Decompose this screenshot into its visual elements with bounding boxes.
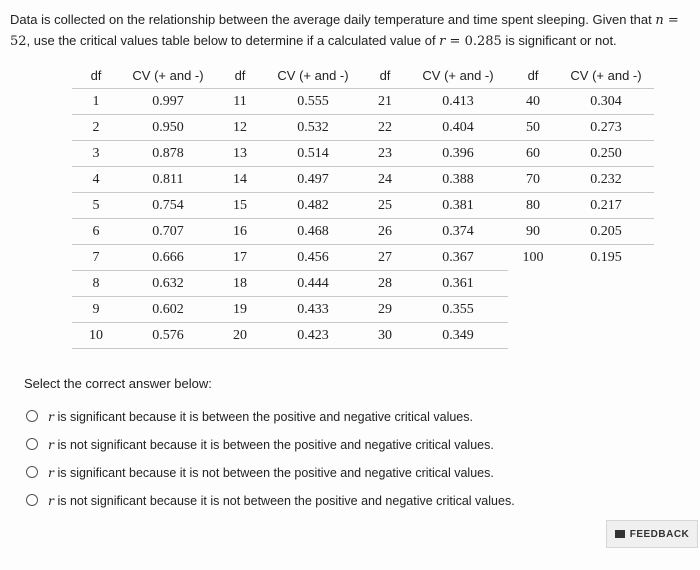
radio-button[interactable] — [26, 494, 38, 506]
cv-cell: 0.273 — [558, 115, 654, 141]
option-variable: r — [48, 408, 54, 424]
feedback-button[interactable] — [606, 520, 698, 548]
radio-button[interactable] — [26, 438, 38, 450]
df-cell: 19 — [216, 297, 264, 323]
header-cv: CV (+ and -) — [277, 67, 349, 83]
df-cell: 50 — [508, 115, 558, 141]
answer-options — [26, 402, 515, 514]
table-row — [72, 245, 654, 271]
cv-cell: 0.997 — [120, 89, 216, 115]
df-cell: 14 — [216, 167, 264, 193]
df-cell: 100 — [508, 245, 558, 271]
table-row — [72, 297, 654, 323]
answer-option-2[interactable] — [26, 430, 515, 458]
cv-cell — [558, 271, 654, 297]
header-df: df — [379, 67, 391, 83]
cv-cell: 0.396 — [408, 141, 508, 167]
df-cell: 25 — [362, 193, 408, 219]
df-cell: 60 — [508, 141, 558, 167]
header-cv: CV (+ and -) — [132, 67, 204, 83]
cv-cell: 0.381 — [408, 193, 508, 219]
cv-cell: 0.532 — [264, 115, 362, 141]
question-text-middle: , use the critical values table below to determine if a calculated value of — [26, 33, 440, 48]
cv-cell: 0.632 — [120, 271, 216, 297]
option-label: is not significant because it is between the positive and negative critical values. — [53, 437, 494, 452]
question-text-before: Data is collected on the relationship between the average daily temperature and time spent sleeping. Given that — [10, 12, 656, 27]
cv-cell: 0.468 — [264, 219, 362, 245]
df-cell — [508, 297, 558, 323]
df-cell: 1 — [72, 89, 120, 115]
cv-cell: 0.497 — [264, 167, 362, 193]
cv-cell: 0.374 — [408, 219, 508, 245]
table-header-row — [72, 62, 654, 89]
cv-cell: 0.195 — [558, 245, 654, 271]
option-label: is not significant because it is not between the positive and negative critical values. — [53, 493, 515, 508]
cv-cell: 0.555 — [264, 89, 362, 115]
option-label: is significant because it is between the positive and negative critical values. — [53, 409, 473, 424]
df-cell: 8 — [72, 271, 120, 297]
table-row — [72, 167, 654, 193]
answer-option-1[interactable] — [26, 402, 515, 430]
cv-cell: 0.404 — [408, 115, 508, 141]
cv-cell: 0.811 — [120, 167, 216, 193]
df-cell — [508, 271, 558, 297]
option-variable: r — [48, 492, 54, 508]
table-row — [72, 219, 654, 245]
option-variable: r — [48, 436, 54, 452]
df-cell: 29 — [362, 297, 408, 323]
cv-cell: 0.304 — [558, 89, 654, 115]
option-variable: r — [48, 464, 54, 480]
cv-cell: 0.349 — [408, 323, 508, 349]
radio-button[interactable] — [26, 410, 38, 422]
df-cell — [508, 323, 558, 349]
cv-cell: 0.423 — [264, 323, 362, 349]
cv-cell: 0.878 — [120, 141, 216, 167]
cv-cell: 0.754 — [120, 193, 216, 219]
df-cell: 26 — [362, 219, 408, 245]
cv-cell: 0.950 — [120, 115, 216, 141]
df-cell: 6 — [72, 219, 120, 245]
cv-cell: 0.361 — [408, 271, 508, 297]
df-cell: 24 — [362, 167, 408, 193]
df-cell: 13 — [216, 141, 264, 167]
df-cell: 70 — [508, 167, 558, 193]
df-cell: 18 — [216, 271, 264, 297]
df-cell: 23 — [362, 141, 408, 167]
table-row — [72, 323, 654, 349]
cv-cell: 0.413 — [408, 89, 508, 115]
table-body — [72, 89, 654, 349]
cv-cell: 0.388 — [408, 167, 508, 193]
cv-cell: 0.205 — [558, 219, 654, 245]
header-cv: CV (+ and -) — [422, 67, 494, 83]
df-cell: 12 — [216, 115, 264, 141]
df-cell: 10 — [72, 323, 120, 349]
critical-values-table — [72, 62, 654, 349]
cv-cell: 0.217 — [558, 193, 654, 219]
df-cell: 90 — [508, 219, 558, 245]
df-cell: 20 — [216, 323, 264, 349]
df-cell: 3 — [72, 141, 120, 167]
table-row — [72, 141, 654, 167]
answer-option-4[interactable] — [26, 486, 515, 514]
cv-cell: 0.444 — [264, 271, 362, 297]
cv-cell: 0.456 — [264, 245, 362, 271]
question-text-after: is significant or not. — [501, 33, 617, 48]
answer-prompt: Select the correct answer below: — [24, 376, 212, 391]
df-cell: 9 — [72, 297, 120, 323]
df-cell: 4 — [72, 167, 120, 193]
feedback-icon — [615, 530, 625, 538]
cv-cell: 0.482 — [264, 193, 362, 219]
table-row — [72, 193, 654, 219]
option-label: is significant because it is not between the positive and negative critical values. — [53, 465, 494, 480]
answer-option-3[interactable] — [26, 458, 515, 486]
df-cell: 27 — [362, 245, 408, 271]
df-cell: 40 — [508, 89, 558, 115]
df-cell: 21 — [362, 89, 408, 115]
df-cell: 28 — [362, 271, 408, 297]
table-row — [72, 115, 654, 141]
cv-cell: 0.232 — [558, 167, 654, 193]
header-df: df — [527, 67, 539, 83]
feedback-label: FEEDBACK — [629, 528, 690, 540]
cv-cell: 0.250 — [558, 141, 654, 167]
cv-cell: 0.666 — [120, 245, 216, 271]
n-value: 52 — [10, 34, 27, 49]
table-row — [72, 89, 654, 115]
cv-cell: 0.576 — [120, 323, 216, 349]
cv-cell — [558, 323, 654, 349]
r-value: 0.285 — [464, 34, 502, 49]
df-cell: 11 — [216, 89, 264, 115]
table-row — [72, 271, 654, 297]
cv-cell: 0.355 — [408, 297, 508, 323]
cv-cell: 0.602 — [120, 297, 216, 323]
df-cell: 17 — [216, 245, 264, 271]
header-df: df — [234, 67, 246, 83]
n-variable: n = 52 — [10, 13, 679, 49]
df-cell: 15 — [216, 193, 264, 219]
cv-cell: 0.514 — [264, 141, 362, 167]
r-variable: r = 0.285 — [439, 34, 502, 49]
df-cell: 16 — [216, 219, 264, 245]
df-cell: 2 — [72, 115, 120, 141]
question-text — [10, 10, 694, 52]
df-cell: 22 — [362, 115, 408, 141]
cv-cell: 0.367 — [408, 245, 508, 271]
cv-cell — [558, 297, 654, 323]
header-cv: CV (+ and -) — [570, 67, 642, 83]
cv-cell: 0.433 — [264, 297, 362, 323]
df-cell: 5 — [72, 193, 120, 219]
df-cell: 80 — [508, 193, 558, 219]
df-cell: 30 — [362, 323, 408, 349]
df-cell: 7 — [72, 245, 120, 271]
radio-button[interactable] — [26, 466, 38, 478]
header-df: df — [90, 67, 102, 83]
cv-cell: 0.707 — [120, 219, 216, 245]
